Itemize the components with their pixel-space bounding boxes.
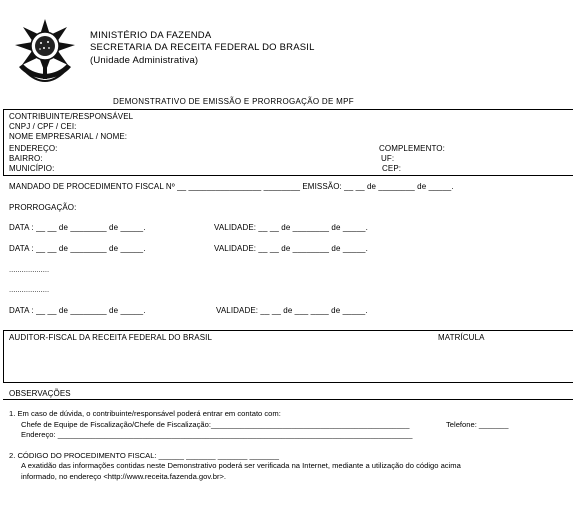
ministerio-label: MINISTÉRIO DA FAZENDA	[90, 30, 212, 41]
codigo-procedimento-line: 2. CÓDIGO DO PROCEDIMENTO FISCAL: ______ _______ _______ _______	[9, 451, 280, 460]
prorrogacao-data-3: DATA : __ __ de ________ de _____.	[9, 306, 146, 315]
contribuinte-heading: CONTRIBUINTE/RESPONSÁVEL	[9, 112, 134, 121]
uf-label: UF:	[381, 154, 395, 163]
observacao-1: 1. Em caso de dúvida, o contribuinte/responsável poderá entrar em contato com:	[9, 409, 281, 418]
prorrogacao-label: PRORROGAÇÃO:	[9, 203, 77, 212]
exatidao-text-2: informado, no endereço <http://www.receita.fazenda.gov.br>.	[21, 472, 227, 481]
prorrogacao-data-1: DATA : __ __ de ________ de _____.	[9, 223, 146, 232]
prorrogacao-data-2: DATA : __ __ de ________ de _____.	[9, 244, 146, 253]
unidade-label: (Unidade Administrativa)	[90, 55, 199, 66]
document-title: DEMONSTRATIVO DE EMISSÃO E PRORROGAÇÃO DE MPF	[113, 97, 354, 106]
cep-label: CEP:	[382, 164, 402, 173]
brasao-armas-icon	[13, 17, 77, 83]
prorrogacao-validade-3: VALIDADE: __ __ de ___ ____ de _____.	[216, 306, 368, 315]
municipio-label: MUNICÍPIO:	[9, 164, 55, 173]
endereco-label: ENDEREÇO:	[9, 144, 58, 153]
observacoes-divider	[3, 399, 573, 400]
exatidao-text-1: A exatidão das informações contidas neste Demonstrativo poderá ser verificada na Internet, mediante a utilização do código acima	[21, 461, 461, 470]
observacoes-heading: OBSERVAÇÕES	[9, 389, 71, 398]
chefe-equipe-line: Chefe de Equipe de Fiscalização/Chefe de Fiscalização:_______________________________________________	[21, 420, 410, 429]
dots-line-2: ...................	[9, 285, 50, 294]
auditor-label: AUDITOR-FISCAL DA RECEITA FEDERAL DO BRASIL	[9, 333, 213, 342]
bairro-label: BAIRRO:	[9, 154, 43, 163]
complemento-label: COMPLEMENTO:	[379, 144, 445, 153]
dots-line-1: ...................	[9, 265, 50, 274]
telefone-line: Telefone: _______	[446, 420, 509, 429]
matricula-label: MATRÍCULA	[438, 333, 485, 342]
prorrogacao-validade-1: VALIDADE: __ __ de ________ de _____.	[214, 223, 368, 232]
prorrogacao-validade-2: VALIDADE: __ __ de ________ de _____.	[214, 244, 368, 253]
nome-label: NOME EMPRESARIAL / NOME:	[9, 132, 128, 141]
mandado-line: MANDADO DE PROCEDIMENTO FISCAL Nº __ ________________ ________ EMISSÃO: __ __ de ________ de _____.	[9, 182, 454, 191]
secretaria-label: SECRETARIA DA RECEITA FEDERAL DO BRASIL	[90, 42, 315, 53]
endereco-contato-line: Endereço: ____________________________________________________________________________________	[21, 430, 413, 439]
cnpj-label: CNPJ / CPF / CEI:	[9, 122, 77, 131]
